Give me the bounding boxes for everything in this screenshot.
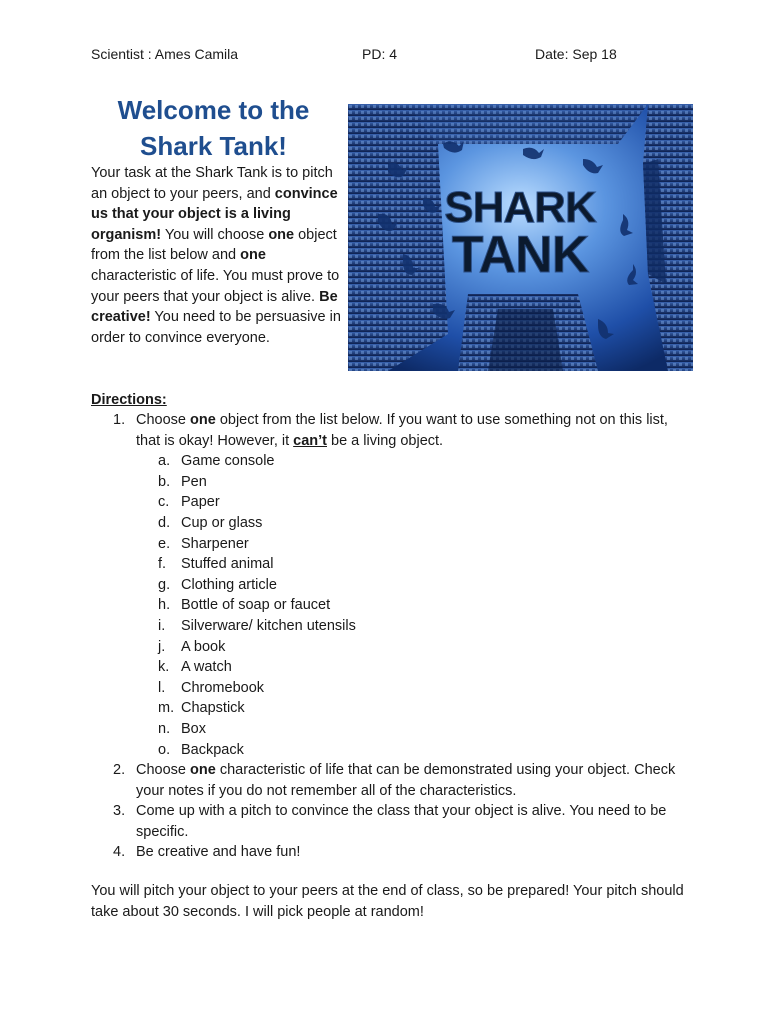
direction-step-2 xyxy=(91,760,691,801)
direction-step-1 xyxy=(91,410,691,451)
list-item xyxy=(91,698,691,719)
item-letter: b. xyxy=(158,473,171,490)
item-text: Paper xyxy=(181,494,220,511)
item-text: Bottle of soap or faucet xyxy=(181,597,331,614)
item-letter: c. xyxy=(158,494,170,511)
step-2-text-a: Choose xyxy=(136,762,191,779)
list-item xyxy=(91,554,691,575)
item-letter: h. xyxy=(158,597,171,614)
intro-bold-1: convince us that your object is a living organism! xyxy=(91,185,338,243)
item-text: A watch xyxy=(181,659,232,676)
intro-text-5: You need to be persuasive in order to convince everyone. xyxy=(91,309,341,346)
step-number: 3. xyxy=(113,803,126,820)
list-item xyxy=(91,657,691,678)
step-number: 2. xyxy=(113,762,126,779)
list-item xyxy=(91,637,691,658)
step-1-text-c: object from the list below. If you want to use something not on this list, that is okay! However, it xyxy=(136,412,668,449)
direction-step-3 xyxy=(91,801,691,842)
list-item xyxy=(91,492,691,513)
item-letter: l. xyxy=(158,679,166,696)
item-text: Sharpener xyxy=(181,535,249,552)
list-item xyxy=(91,740,691,761)
item-text: Silverware/ kitchen utensils xyxy=(181,617,356,634)
intro-bold-4: Be creative! xyxy=(91,288,338,326)
item-text: Pen xyxy=(181,473,207,490)
step-1-text-a: Choose xyxy=(136,412,191,428)
intro-bold-3: one xyxy=(240,247,266,264)
list-item xyxy=(91,451,691,472)
item-letter: d. xyxy=(158,514,171,531)
step-1-bold-one: one xyxy=(190,412,216,428)
item-letter: o. xyxy=(158,741,171,758)
date-label: Date: Sep 18 xyxy=(535,46,617,62)
list-item xyxy=(91,575,691,596)
list-item xyxy=(91,616,691,637)
item-letter: m. xyxy=(158,700,175,717)
item-text: A book xyxy=(181,638,226,655)
item-text: Box xyxy=(181,720,206,737)
item-letter: g. xyxy=(158,576,171,593)
directions-list xyxy=(91,410,691,863)
intro-bold-2: one xyxy=(268,226,295,243)
list-item xyxy=(91,534,691,555)
item-letter: a. xyxy=(158,453,171,470)
item-text: Clothing article xyxy=(181,576,277,593)
period-label: PD: 4 xyxy=(362,46,398,62)
step-1-underlined-cant: can’t xyxy=(293,432,327,449)
item-text: Cup or glass xyxy=(181,514,263,531)
item-letter: n. xyxy=(158,720,171,737)
closing-paragraph: You will pitch your object to your peers at the end of class, so be prepared! Your pitch should take about 30 seconds. I will pick people at random! xyxy=(91,883,684,920)
item-letter: i. xyxy=(158,617,166,634)
step-4-text: Be creative and have fun! xyxy=(136,844,301,861)
shark-tank-image xyxy=(348,104,693,371)
intro-text-2: You will choose xyxy=(161,226,269,243)
intro-paragraph xyxy=(91,163,341,348)
item-text: Chapstick xyxy=(181,700,245,717)
step-3-text: Come up with a pitch to convince the class that your object is alive. You need to be specific. xyxy=(136,803,667,840)
title-line-1: Welcome to the xyxy=(117,95,310,125)
logo-word-tank: TANK xyxy=(451,226,589,284)
title-line-2: Shark Tank! xyxy=(140,131,287,161)
direction-step-4 xyxy=(91,842,691,863)
list-item xyxy=(91,513,691,534)
step-1-text-e: be a living object. xyxy=(327,432,444,449)
list-item xyxy=(91,472,691,493)
intro-text-1: Your task at the Shark Tank is to pitch an object to your peers, and xyxy=(91,165,333,202)
directions-heading: Directions: xyxy=(91,392,167,408)
step-2-bold-one: one xyxy=(190,762,216,779)
list-item xyxy=(91,719,691,740)
step-number: 4. xyxy=(113,844,126,861)
item-text: Game console xyxy=(181,453,275,470)
item-letter: k. xyxy=(158,659,170,676)
item-letter: f. xyxy=(158,556,167,573)
item-text: Stuffed animal xyxy=(181,556,274,573)
item-text: Chromebook xyxy=(181,679,265,696)
scientist-name: Scientist : Ames Camila xyxy=(91,46,239,62)
page-title xyxy=(91,92,336,164)
step-2-text-c: characteristic of life that can be demonstrated using your object. Check your notes if you do not remember all of the characteristics. xyxy=(136,762,676,799)
item-text: Backpack xyxy=(181,741,244,758)
item-letter: j. xyxy=(158,638,166,655)
list-item xyxy=(91,595,691,616)
list-item xyxy=(91,678,691,699)
intro-text-4: characteristic of life. You must prove to your peers that your object is alive. xyxy=(91,267,340,305)
item-letter: e. xyxy=(158,535,171,552)
intro-text-3: object from the list below and xyxy=(91,226,337,264)
step-number: 1. xyxy=(113,412,126,428)
logo-word-shark: SHARK xyxy=(444,183,596,232)
